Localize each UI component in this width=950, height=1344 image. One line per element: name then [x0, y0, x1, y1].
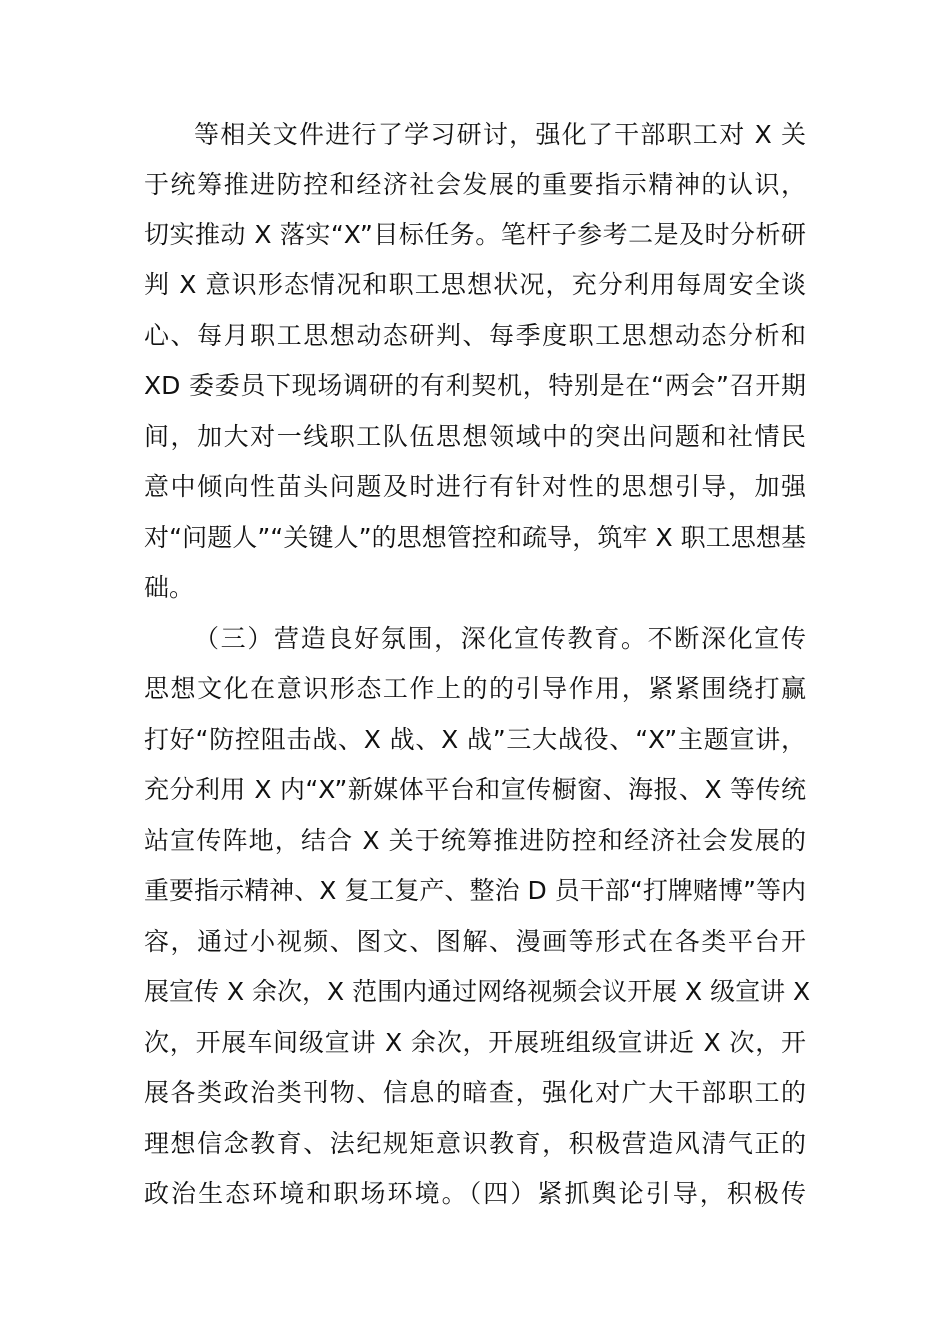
text-line-19: 次，开展车间级宣讲 X 余次，开展班组级宣讲近 X 次，开 — [144, 1028, 806, 1057]
text-line-22: 政治生态环境和职场环境。（四）紧抓舆论引导，积极传 — [144, 1179, 806, 1208]
text-line-13: 打好“防控阻击战、X 战、X 战”三大战役、“X”主题宣讲， — [144, 725, 806, 754]
text-line-18: 展宣传 X 余次，X 范围内通过网络视频会议开展 X 级宣讲 X — [144, 977, 811, 1006]
text-line-20: 展各类政治类刊物、信息的暗查，强化对广大干部职工的 — [144, 1078, 806, 1107]
text-line-7: 间，加大对一线职工队伍思想领域中的突出问题和社情民 — [144, 422, 806, 451]
text-line-4: 判 X 意识形态情况和职工思想状况，充分利用每周安全谈 — [144, 270, 806, 299]
text-line-3: 切实推动 X 落实“X”目标任务。笔杆子参考二是及时分析研 — [144, 220, 806, 249]
text-line-8: 意中倾向性苗头问题及时进行有针对性的思想引导，加强 — [144, 472, 806, 501]
text-line-2: 于统筹推进防控和经济社会发展的重要指示精神的认识， — [144, 170, 806, 199]
text-line-17: 容，通过小视频、图文、图解、漫画等形式在各类平台开 — [144, 927, 806, 956]
text-line-10: 础。 — [144, 573, 195, 602]
text-line-5: 心、每月职工思想动态研判、每季度职工思想动态分析和 — [144, 321, 806, 350]
text-line-21: 理想信念教育、法纪规矩意识教育，积极营造风清气正的 — [144, 1129, 806, 1158]
text-line-6: XD 委委员下现场调研的有利契机，特别是在“两会”召开期 — [144, 371, 806, 400]
text-line-14: 充分利用 X 内“X”新媒体平台和宣传橱窗、海报、X 等传统 — [144, 775, 806, 804]
text-line-9: 对“问题人”“关键人”的思想管控和疏导，筑牢 X 职工思想基 — [144, 523, 806, 552]
text-line-16: 重要指示精神、X 复工复产、整治 D 员干部“打牌赌博”等内 — [144, 876, 806, 905]
text-line-11: （三）营造良好氛围，深化宣传教育。不断深化宣传 — [194, 624, 806, 653]
text-line-12: 思想文化在意识形态工作上的的引导作用，紧紧围绕打赢 — [144, 674, 806, 703]
text-line-1: 等相关文件进行了学习研讨，强化了干部职工对 X 关 — [194, 120, 806, 149]
text-line-15: 站宣传阵地，结合 X 关于统筹推进防控和经济社会发展的 — [144, 826, 806, 855]
